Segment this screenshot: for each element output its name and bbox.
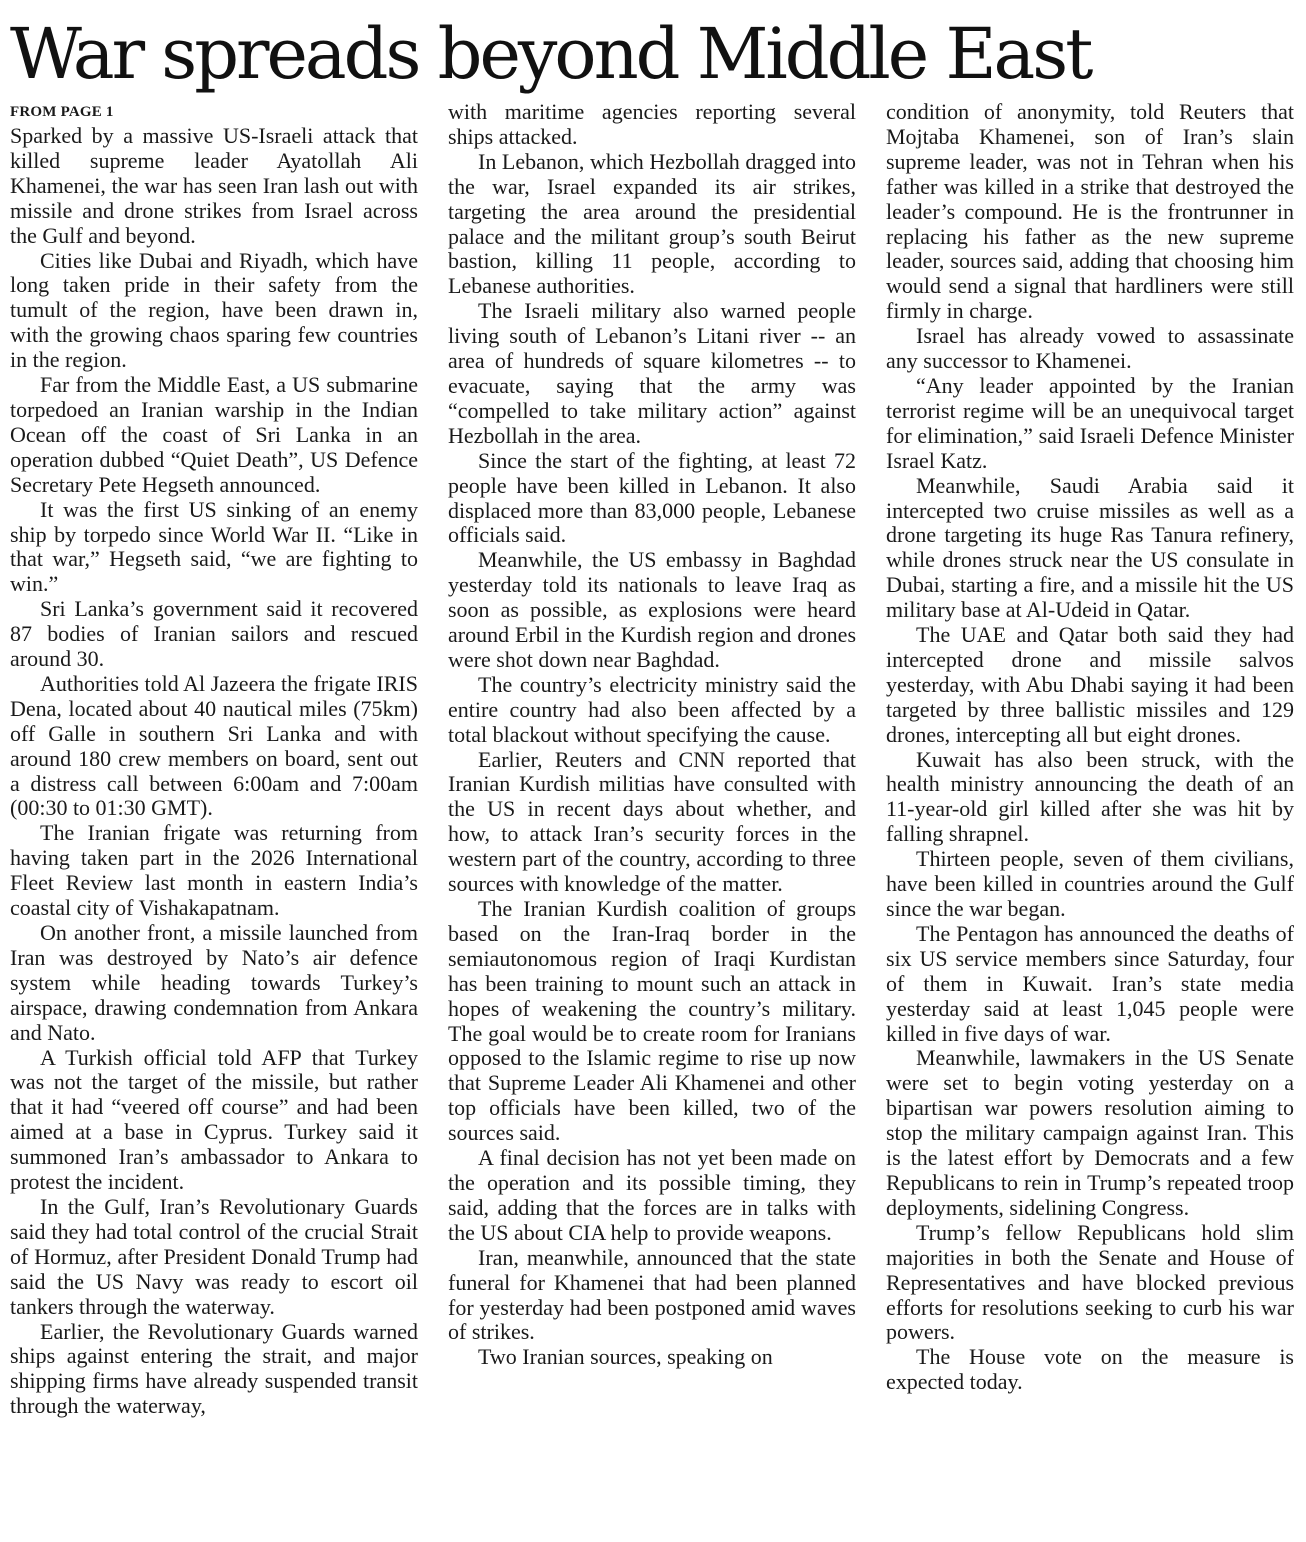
paragraph: with maritime agencies reporting several ships attacked. [448, 99, 856, 149]
paragraph: Israel has already vowed to assassinate any successor to Khamenei. [886, 323, 1294, 374]
paragraph: A final decision has not yet been made on the operation and its possible timing, they said, adding that the forces are in talks with the US about CIA help to provide weapons. [448, 1145, 856, 1245]
paragraph: “Any leader appointed by the Iranian terrorist regime will be an unequivocal target for elimination,” said Israeli Defence Minister Israel Katz. [886, 372, 1294, 473]
paragraph: Meanwhile, lawmakers in the US Senate were set to begin voting yesterday on a bipartisan war powers resolution aiming to stop the military campaign against Iran. This is the latest effort by Democrats and a few Republicans to rein in Trump’s repeated troop deployments, sidelining Congress. [886, 1045, 1294, 1220]
paragraph: The Iranian Kurdish coalition of groups based on the Iran-Iraq border in the semiautonomous region of Iraqi Kurdistan has been training to mount such an attack in hopes of weakening the country’s military. The goal would be to create room for Iranians opposed to the Islamic regime to rise up now that Supreme Leader Ali Khamenei and other top officials have been killed, two of the sources said. [448, 896, 856, 1146]
paragraph: The Israeli military also warned people living south of Lebanon’s Litani river -- an area of hundreds of square kilometres -- to evacuate, saying that the army was “compelled to take military action” against Hezbollah in the area. [448, 298, 856, 448]
article-column-3 [886, 100, 1294, 1395]
paragraph: The UAE and Qatar both said they had intercepted drone and missile salvos yesterday, with Abu Dhabi saying it had been targeted by three ballistic missiles and 129 drones, intercepting all but eight drones. [886, 622, 1294, 747]
paragraph: Iran, meanwhile, announced that the state funeral for Khamenei that had been planned for yesterday had been postponed amid waves of strikes. [448, 1244, 856, 1345]
paragraph: The country’s electricity ministry said the entire country had also been affected by a total blackout without specifying the cause. [448, 671, 856, 747]
paragraph: In Lebanon, which Hezbollah dragged into the war, Israel expanded its air strikes, targeting the area around the presidential palace and the militant group’s south Beirut bastion, killing 11 people, according to Lebanese authorities. [448, 148, 856, 299]
paragraph: Earlier, Reuters and CNN reported that Iranian Kurdish militias have consulted with the US in recent days about whether, and how, to attack Iran’s security forces in the western part of the country, according to three sources with knowledge of the matter. [448, 746, 856, 897]
paragraph: Authorities told Al Jazeera the frigate IRIS Dena, located about 40 nautical miles (75km) off Galle in southern Sri Lanka and with around 180 crew members on board, sent out a distress call between 6:00am and 7:00am (00:30 to 01:30 GMT). [10, 670, 418, 821]
article-column-2 [448, 100, 856, 1370]
paragraph: The Pentagon has announced the deaths of six US service members since Saturday, four of them in Kuwait. Iran’s state media yesterday said at least 1,045 people were killed in five days of war. [886, 920, 1294, 1046]
paragraph: Kuwait has also been struck, with the health ministry announcing the death of an 11-year-old girl killed after she was hit by falling shrapnel. [886, 746, 1294, 847]
paragraph: Trump’s fellow Republicans hold slim majorities in both the Senate and House of Representatives and have blocked previous efforts for resolutions seeking to curb his war powers. [886, 1219, 1294, 1345]
article-column-1 [10, 100, 418, 1419]
paragraph: It was the first US sinking of an enemy ship by torpedo since World War II. “Like in that war,” Hegseth said, “we are fighting to win.” [10, 496, 418, 597]
paragraph: condition of anonymity, told Reuters that Mojtaba Khamenei, son of Iran’s slain supreme leader, was not in Tehran when his father was killed in a strike that destroyed the leader’s compound. He is the frontrunner in replacing his father as the new supreme leader, sources said, adding that choosing him would send a signal that hardliners were still firmly in charge. [886, 99, 1294, 324]
paragraph: Meanwhile, Saudi Arabia said it intercepted two cruise missiles as well as a drone targeting its huge Ras Tanura refinery, while drones struck near the US consulate in Dubai, starting a fire, and a missile hit the US military base at Al-Udeid in Qatar. [886, 472, 1294, 623]
paragraph: In the Gulf, Iran’s Revolutionary Guards said they had total control of the crucial Strait of Hormuz, after President Donald Trump had said the US Navy was ready to escort oil tankers through the waterway. [10, 1193, 418, 1319]
paragraph: The House vote on the measure is expected today. [886, 1344, 1294, 1395]
paragraph: Far from the Middle East, a US submarine torpedoed an Iranian warship in the Indian Ocean off the coast of Sri Lanka in an operation dubbed “Quiet Death”, US Defence Secretary Pete Hegseth announced. [10, 372, 418, 497]
paragraph: Meanwhile, the US embassy in Baghdad yesterday told its nationals to leave Iraq as soon as possible, as explosions were heard around Erbil in the Kurdish region and drones were shot down near Baghdad. [448, 547, 856, 672]
paragraph: A Turkish official told AFP that Turkey was not the target of the missile, but rather that it had “veered off course” and had been aimed at a base in Cyprus. Turkey said it summoned Iran’s ambassador to Ankara to protest the incident. [10, 1044, 418, 1195]
paragraph: Two Iranian sources, speaking on [478, 1344, 773, 1370]
paragraph: The Iranian frigate was returning from having taken part in the 2026 International Fleet Review last month in eastern India’s coastal city of Vishakapatnam. [10, 820, 418, 921]
paragraph: Sparked by a massive US-Israeli attack that killed supreme leader Ayatollah Ali Khamenei, the war has seen Iran lash out with missile and drone strikes from Israel across the Gulf and beyond. [10, 123, 418, 248]
paragraph: Sri Lanka’s government said it recovered 87 bodies of Iranian sailors and rescued around 30. [10, 596, 418, 672]
paragraph: Since the start of the fighting, at least 72 people have been killed in Lebanon. It also displaced more than 83,000 people, Lebanese officials said. [448, 447, 856, 548]
paragraph: Earlier, the Revolutionary Guards warned ships against entering the strait, and major shipping firms have already suspended transit through the waterway, [10, 1318, 418, 1419]
kicker: FROM PAGE 1 [10, 104, 114, 120]
headline: War spreads beyond Middle East [10, 13, 1091, 95]
paragraph: On another front, a missile launched from Iran was destroyed by Nato’s air defence system while heading towards Turkey’s airspace, drawing condemnation from Ankara and Nato. [10, 920, 418, 1045]
paragraph: Thirteen people, seven of them civilians, have been killed in countries around the Gulf since the war began. [886, 846, 1294, 921]
paragraph: Cities like Dubai and Riyadh, which have long taken pride in their safety from the tumult of the region, have been drawn in, with the growing chaos sparing few countries in the region. [10, 247, 418, 373]
